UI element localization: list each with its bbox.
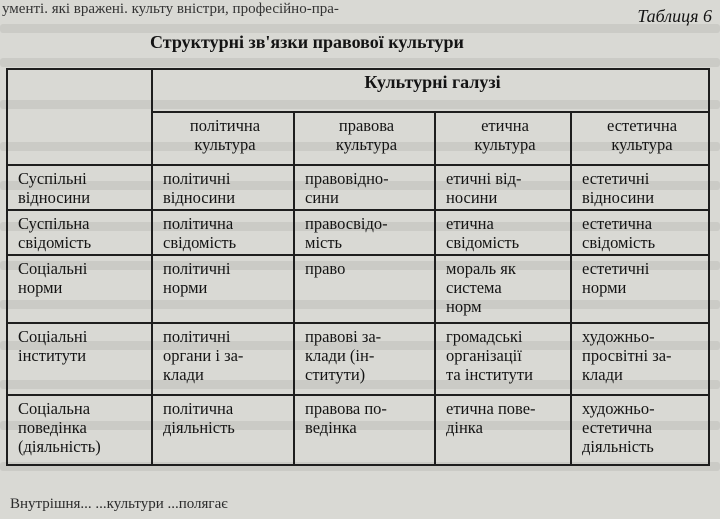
table-cell: громадські організації та інститути: [435, 323, 571, 395]
corner-cell: [7, 69, 152, 165]
group-header: Культурні галузі: [152, 69, 709, 112]
table-cell: естетичні норми: [571, 255, 709, 323]
table-cell: правосвідо- мість: [294, 210, 435, 255]
table-cell: правові за- клади (ін- ститути): [294, 323, 435, 395]
table-cell: мораль як система норм: [435, 255, 571, 323]
table-cell: правовідно- сини: [294, 165, 435, 210]
table-row: [7, 255, 709, 323]
table-cell: етична пове- дінка: [435, 395, 571, 465]
table-cell: політична діяльність: [152, 395, 294, 465]
row-header: Суспільні відносини: [7, 165, 152, 210]
table-cell: політична свідомість: [152, 210, 294, 255]
table-cell: політичні органи і за- клади: [152, 323, 294, 395]
table-cell: право: [294, 255, 435, 323]
page-top-text-fragment: ументі. які вражені. культу вністри, професійно-пра-: [2, 1, 339, 17]
column-header: політична культура: [152, 112, 294, 165]
table-title: Структурні зв'язки правової культури: [150, 32, 464, 52]
row-header: Суспільна свідомість: [7, 210, 152, 255]
table-cell: етичні від- носини: [435, 165, 571, 210]
table-cell: правова по- ведінка: [294, 395, 435, 465]
table-cell: етична свідомість: [435, 210, 571, 255]
table-row: [7, 210, 709, 255]
table-cell: художньо- просвітні за- клади: [571, 323, 709, 395]
table-row: [7, 165, 709, 210]
table-cell: естетична свідомість: [571, 210, 709, 255]
column-header: естетична культура: [571, 112, 709, 165]
row-header: Соціальні норми: [7, 255, 152, 323]
table-cell: політичні норми: [152, 255, 294, 323]
table-cell: політичні відносини: [152, 165, 294, 210]
table-cell: естетичні відносини: [571, 165, 709, 210]
page-bottom-text-fragment: Внутрішня... ...культури ...полягає: [10, 496, 228, 512]
column-header: правова культура: [294, 112, 435, 165]
table-row: [7, 395, 709, 465]
table-cell: художньо- естетична діяльність: [571, 395, 709, 465]
group-header-row: [7, 69, 709, 112]
row-header: Соціальні інститути: [7, 323, 152, 395]
table-number: Таблиця 6: [637, 6, 712, 26]
column-header: етична культура: [435, 112, 571, 165]
culture-structure-table: [6, 68, 710, 466]
table-row: [7, 323, 709, 395]
row-header: Соціальна поведінка (діяльність): [7, 395, 152, 465]
